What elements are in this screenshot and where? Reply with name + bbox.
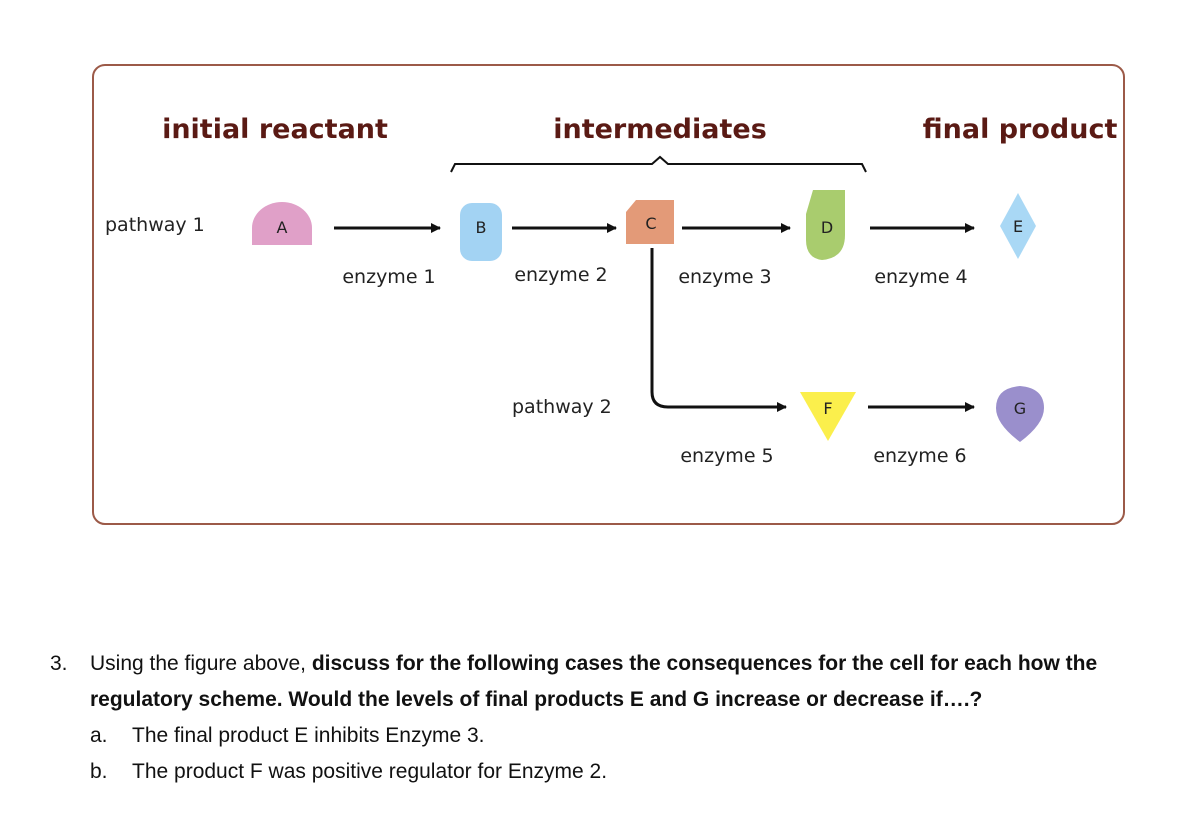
enzyme-1-label: enzyme 1 — [342, 266, 436, 288]
svg-text:C: C — [645, 214, 657, 233]
option-b-letter: b. — [90, 760, 108, 783]
enzyme-2-label: enzyme 2 — [514, 264, 608, 286]
question-3 — [50, 646, 1170, 718]
intermediates-brace — [451, 157, 866, 172]
enzyme-4-label: enzyme 4 — [874, 266, 968, 288]
question-number: 3. — [50, 652, 68, 675]
molecule-e — [1000, 193, 1036, 259]
option-a — [90, 718, 1170, 754]
option-b — [90, 754, 1170, 790]
molecule-c — [626, 200, 674, 244]
header-initial-reactant: initial reactant — [162, 114, 388, 145]
question-bold-text: discuss for the following cases the consequences for the cell for each how the regulatory scheme. Would the levels of final products E and G increase or decrease if….? — [90, 652, 1098, 711]
enzyme-5-label: enzyme 5 — [680, 445, 774, 467]
question-block — [50, 646, 1170, 790]
svg-text:B: B — [475, 218, 487, 237]
molecule-b — [460, 203, 502, 261]
molecule-a — [252, 202, 312, 245]
svg-text:E: E — [1012, 217, 1024, 236]
svg-text:D: D — [820, 218, 834, 237]
question-text — [90, 646, 1170, 718]
question-intro: Using the figure above, — [90, 652, 312, 675]
molecule-d — [806, 190, 845, 260]
option-b-text: The product F was positive regulator for Enzyme 2. — [132, 760, 608, 783]
svg-text:G: G — [1013, 399, 1027, 418]
molecule-g — [996, 386, 1044, 442]
enzyme-3-label: enzyme 3 — [678, 266, 772, 288]
option-a-letter: a. — [90, 724, 108, 747]
enzyme-6-label: enzyme 6 — [873, 445, 967, 467]
pathway-1-label: pathway 1 — [105, 214, 205, 236]
svg-text:F: F — [823, 399, 833, 418]
option-a-text: The final product E inhibits Enzyme 3. — [132, 724, 485, 747]
molecule-f — [800, 392, 856, 441]
header-final-product: final product — [922, 114, 1118, 145]
header-intermediates: intermediates — [553, 114, 767, 145]
svg-text:A: A — [276, 218, 288, 237]
pathway-2-label: pathway 2 — [512, 396, 612, 418]
